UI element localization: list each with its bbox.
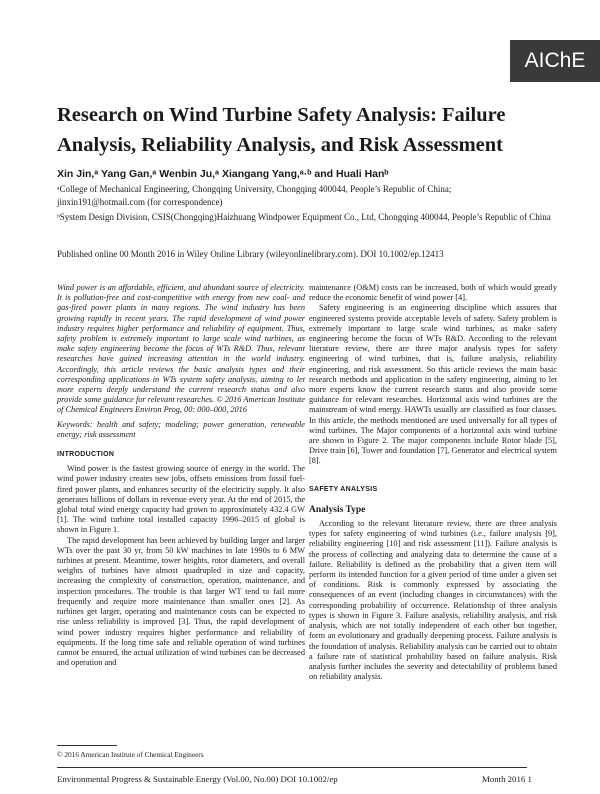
- publication-info: Published online 00 Month 2016 in Wiley Online Library (wileyonlinelibrary.com). DOI 10.1002/ep.12413: [57, 249, 444, 259]
- copyright-rule: [57, 745, 117, 746]
- intro-paragraph-2: The rapid development has been achieved by building larger and larger WTs over the past 30 yr, from 50 kW machines in late 1990s to 6 MW turbines at present. Meantime, tower heights, rotor diameters, and overall weights of turbines have almost quadrupled in size and capacity, increasing the complexity of construction, operation, maintenance, and inspection procedures. The trouble is that larger WT tend to fail more frequently and require more maintenance than smaller ones [2]. As turbines get larger, operating and maintenance costs can be expected to rise unless reliability is improved [3]. Thus, the rapid development of wind power industry requires higher performance and reliability of equipments. If the long time safe and reliable operation of wind turbines cannot be ensured, the actual utilization of wind turbines can be decreased and operation and: [57, 535, 305, 668]
- subsection-heading-analysis-type: Analysis Type: [309, 504, 366, 515]
- journal-logo-text: AIChE: [524, 49, 586, 72]
- copyright-notice: © 2016 American Institute of Chemical Engineers: [57, 750, 204, 759]
- keywords: Keywords: health and safety; modeling; power generation, renewable energy; risk assessment: [57, 419, 305, 439]
- abstract: Wind power is an affordable, efficient, and abundant source of electricity. It is pollution-free and cost-competitive with energy from new coal- and gas-fired power plants in many regions. The wind industry has been growing rapidly in recent years. The rapid development of wind power industry requires higher performance and reliability of equipment. Thus, safety problem is extremely important to large scale wind turbines, as make safety engineering become the focus of WTs R&D. Thus, relevant researches have gained increasing attention in the world industry. Accordingly, this article reviews the basic analysis types and their corresponding applications in WTs system safety analysis, aiming to let more experts deeply understand the current research status and also provide some guidance for relevant researches. © 2016 American Institute of Chemical Engineers Environ Prog, 00: 000–000, 2016: [57, 283, 305, 415]
- footer-rule: [57, 767, 527, 768]
- footer-journal-info: Environmental Progress & Sustainable Energy (Vol.00, No.00) DOI 10.1002/ep: [57, 774, 338, 784]
- section-heading-introduction: INTRODUCTION: [57, 451, 115, 459]
- affiliation-b: ᵇSystem Design Division, CSIS(Chongqing)Haizhuang Windpower Equipment Co., Ltd, Chongqing 400044, People’s Republic of China: [57, 212, 551, 222]
- right-paragraph-0: maintenance (O&M) costs can be increased, both of which would greatly reduce the economic benefit of wind power [4].: [309, 283, 557, 303]
- left-column: [57, 283, 305, 668]
- right-paragraph-2: According to the relevant literature review, there are three analysis types for safety engineering of wind turbines (i.e., failure analysis [9], reliability engineering [10] and risk assessment [11]). Failure analysis is the process of collecting and analyzing data to determine the cause of a failure. Reliability is defined as the probability that a given item will perform its intended function for a given period of time under a given set of conditions. Risk is commonly expressed by associating the consequences of an event (including changes in circumstances) with the corresponding probability of occurrence. Relationship of three analysis types is shown in Figure 3. Failure analysis, reliability analysis, and risk analysis, which are not totally independent of each other but together, form an evolutionary and gradually deepening process. Failure analysis is the foundation of analysis. Reliability analysis can be carried out to obtain a failure rate of statistical probability based on failure analysis. Risk analysis further includes the severity and detectability of problems based on reliability analysis.: [309, 519, 557, 682]
- article-title: Research on Wind Turbine Safety Analysis: Failure Analysis, Reliability Analysis, and Risk Assessment: [57, 104, 506, 156]
- affiliation-a-text: ᵃCollege of Mechanical Engineering, Chongqing University, Chongqing 400044, People’s Republic of China;: [57, 184, 452, 194]
- right-paragraph-1: Safety engineering is an engineering discipline which assures that engineered systems provide acceptable levels of safety. Safety problem is extremely important to large scale wind turbines, as make safety engineering become the focus of WTs R&D. According to the relevant literature review, there are three major analysis types for safety engineering of wind turbines, that is, failure analysis, reliability engineering, and risk assessment. So this article reviews the main basic research methods and application in the safety engineering, aiming to let more experts know the current research status and also provide some guidance for relevant researches. Horizontal axis wind turbines are the mainstream of wind energy. HAWTs usually are classified as four classes. In this article, the methods mentioned are used universally for all types of wind turbines. The Major components of a horizontal axis wind turbine are shown in Figure 2. The major components include Rotor blade [5], Drive train [6], Tower and foundation [7], Generator and electrical system [8].: [309, 303, 557, 466]
- footer-date-page: Month 2016 1: [482, 774, 532, 784]
- author-list: Xin Jin,ᵃ Yang Gan,ᵃ Wenbin Ju,ᵃ Xiangang Yang,ᵃ·ᵇ and Huali Hanᵇ: [57, 168, 389, 180]
- top-band: [0, 0, 600, 32]
- intro-paragraph-1: Wind power is the fastest growing source of energy in the world. The wind power industry creates new jobs, offsets emissions from fossil fuel-fired power plants, and enhances security of the electricity supply. It also generates billions of dollars in revenue every year. At the end of 2015, the global total wind energy capacity had grown to approximately 432.4 GW [1]. The wind turbine total installed capacity 1996–2015 of global is shown in Figure 1.: [57, 464, 305, 535]
- correspondence-email: jinxin191@hotmail.com (for correspondence): [57, 197, 223, 207]
- journal-logo: [510, 40, 600, 82]
- section-heading-safety-analysis: SAFETY ANALYSIS: [309, 485, 378, 493]
- affiliation-a: [57, 183, 557, 209]
- right-column: [309, 283, 557, 682]
